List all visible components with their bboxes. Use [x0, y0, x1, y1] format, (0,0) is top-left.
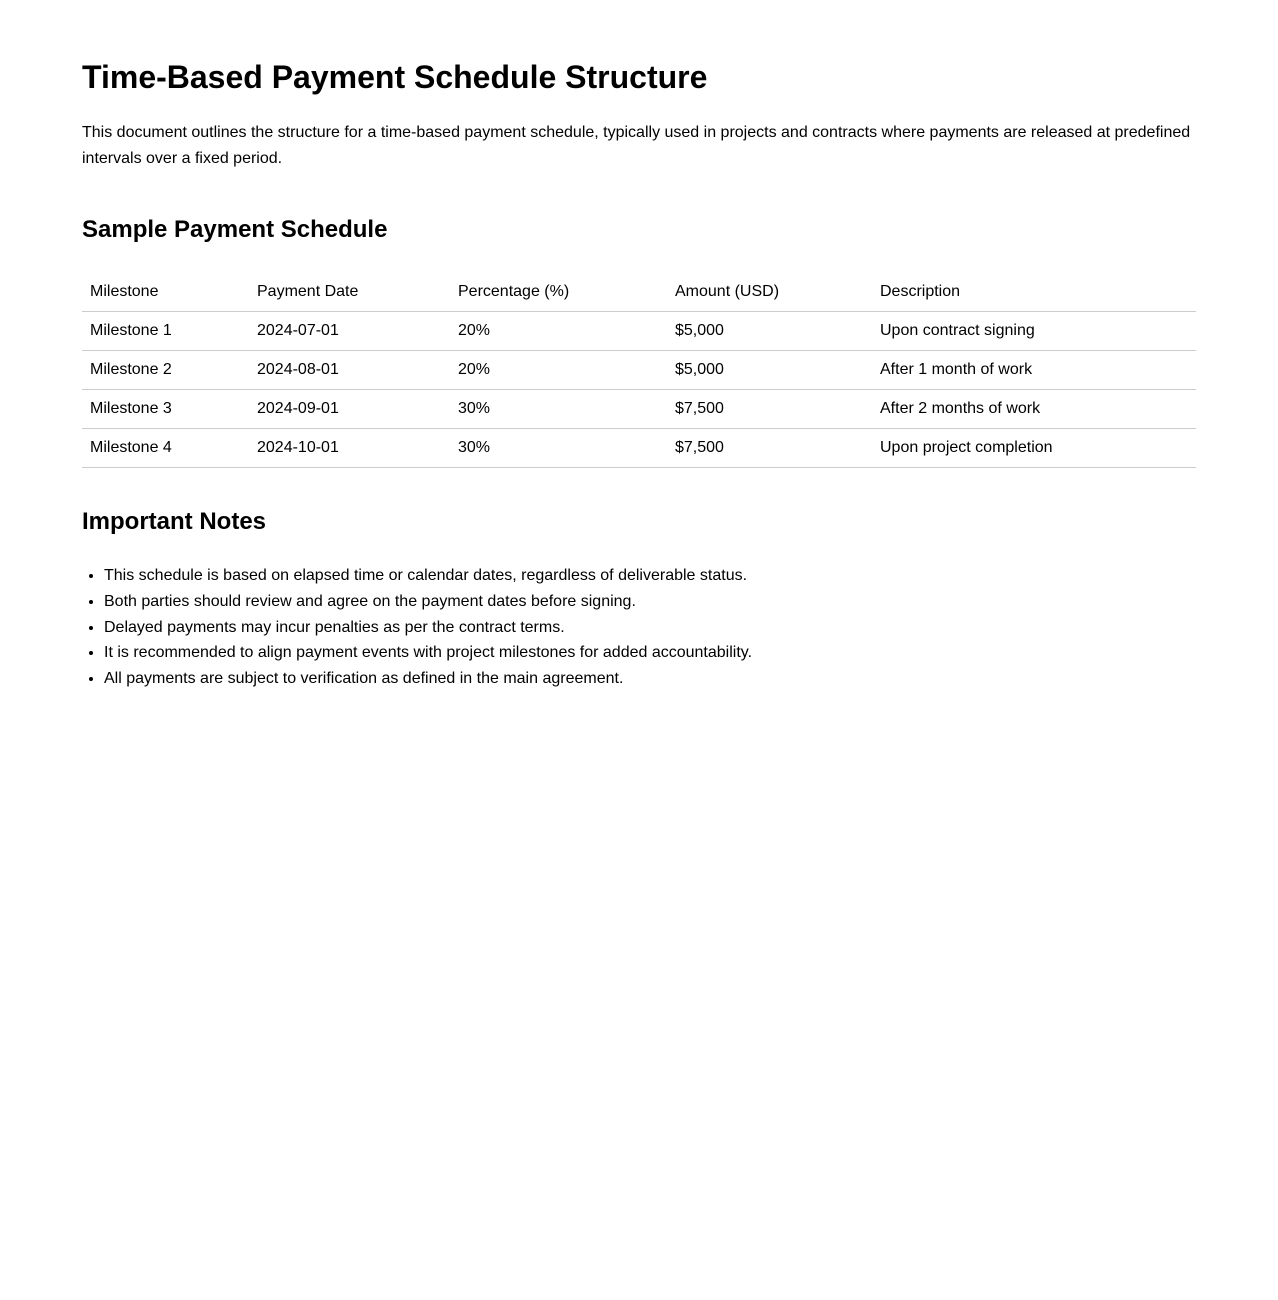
payment-schedule-table — [82, 273, 1196, 468]
column-header-milestone: Milestone — [82, 273, 249, 312]
cell-milestone: Milestone 2 — [82, 351, 249, 390]
table-row — [82, 429, 1196, 468]
table-row — [82, 312, 1196, 351]
cell-milestone: Milestone 1 — [82, 312, 249, 351]
cell-payment-date: 2024-10-01 — [249, 429, 450, 468]
list-item: • Both parties should review and agree on the payment dates before signing. — [104, 589, 1196, 615]
column-header-amount: Amount (USD) — [667, 273, 872, 312]
list-item: • It is recommended to align payment events with project milestones for added accountability. — [104, 640, 1196, 666]
list-item: • All payments are subject to verification as defined in the main agreement. — [104, 666, 1196, 692]
notes-list — [82, 563, 1196, 692]
notes-heading: Important Notes — [82, 508, 267, 535]
cell-description: After 2 months of work — [872, 390, 1196, 429]
intro-paragraph: This document outlines the structure for a time-based payment schedule, typically used in projects and contracts where payments are released at predefined intervals over a fixed period. — [82, 124, 1191, 167]
cell-amount: $7,500 — [667, 429, 872, 468]
schedule-heading: Sample Payment Schedule — [82, 216, 388, 243]
cell-percentage: 30% — [450, 429, 667, 468]
cell-milestone: Milestone 4 — [82, 429, 249, 468]
page-title: Time-Based Payment Schedule Structure — [82, 59, 708, 95]
cell-amount: $5,000 — [667, 351, 872, 390]
cell-milestone: Milestone 3 — [82, 390, 249, 429]
list-item: • This schedule is based on elapsed time or calendar dates, regardless of deliverable status. — [104, 563, 1196, 589]
column-header-description: Description — [872, 273, 1196, 312]
cell-amount: $5,000 — [667, 312, 872, 351]
cell-payment-date: 2024-09-01 — [249, 390, 450, 429]
cell-description: Upon contract signing — [872, 312, 1196, 351]
cell-payment-date: 2024-07-01 — [249, 312, 450, 351]
cell-description: After 1 month of work — [872, 351, 1196, 390]
list-item: • Delayed payments may incur penalties as per the contract terms. — [104, 615, 1196, 641]
column-header-percentage: Percentage (%) — [450, 273, 667, 312]
table-row — [82, 351, 1196, 390]
cell-percentage: 20% — [450, 351, 667, 390]
column-header-payment-date: Payment Date — [249, 273, 450, 312]
cell-amount: $7,500 — [667, 390, 872, 429]
table-row — [82, 390, 1196, 429]
table-header-row — [82, 273, 1196, 312]
cell-percentage: 30% — [450, 390, 667, 429]
cell-description: Upon project completion — [872, 429, 1196, 468]
cell-percentage: 20% — [450, 312, 667, 351]
cell-payment-date: 2024-08-01 — [249, 351, 450, 390]
